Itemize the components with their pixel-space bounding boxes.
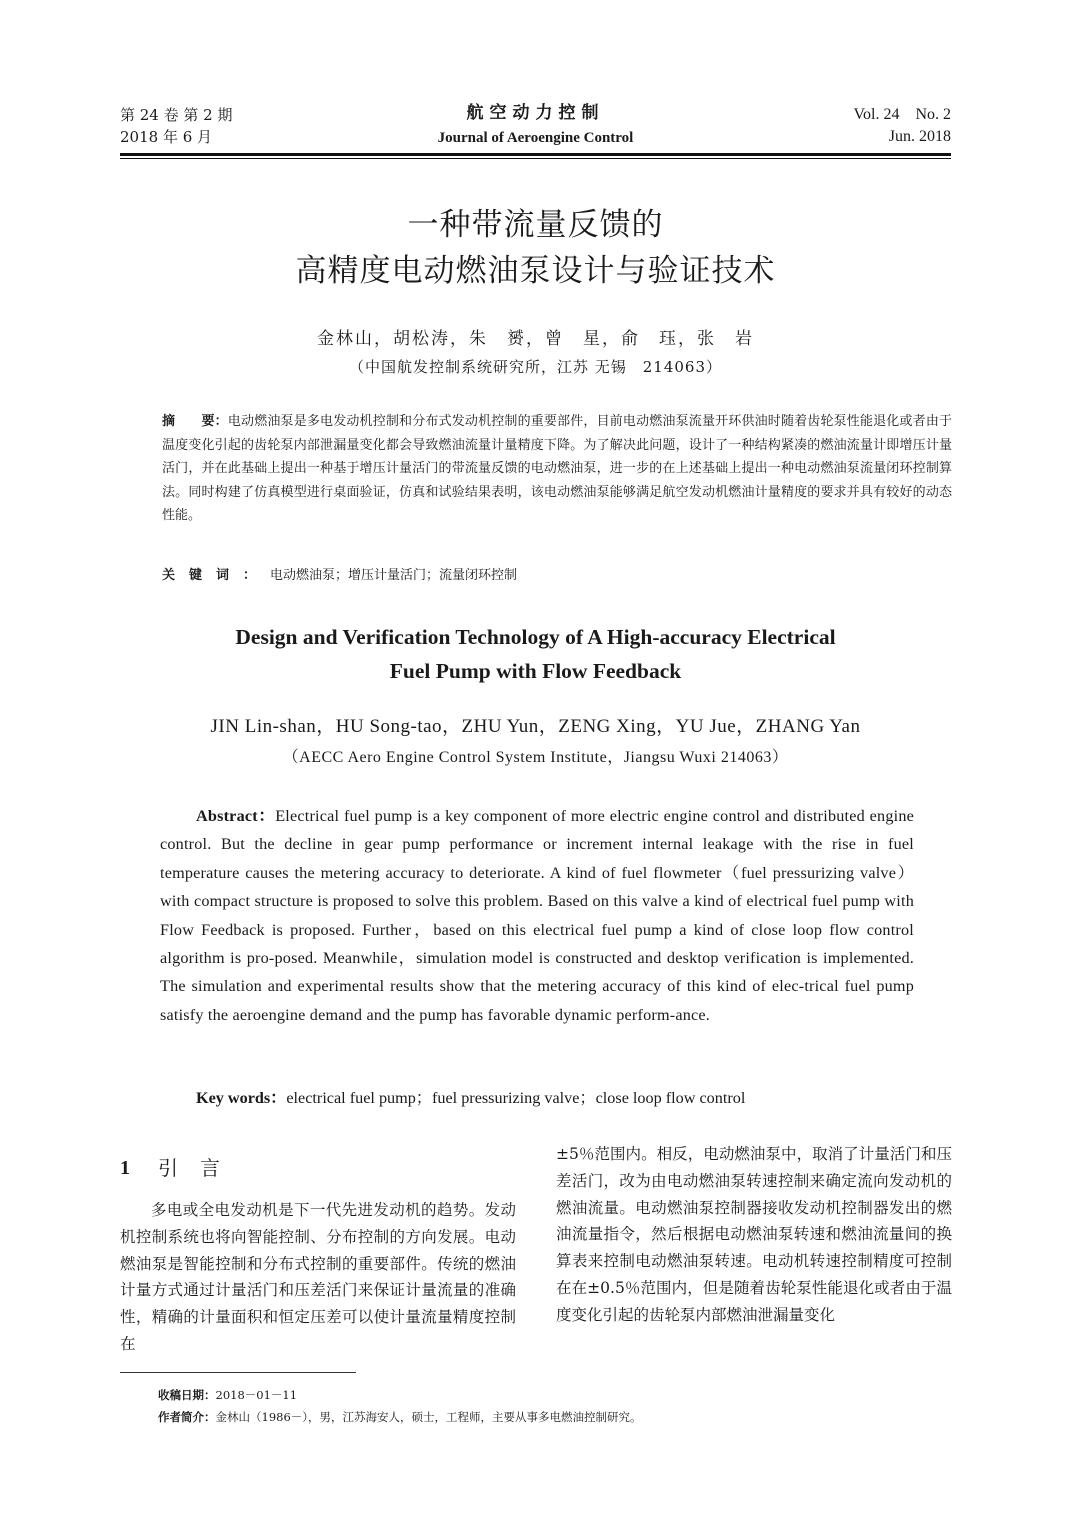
- abstract-en: [160, 802, 914, 1029]
- body-paragraph: 多电或全电发动机是下一代先进发动机的趋势。发动机控制系统也将向智能控制、分布控制的方向发展。电动燃油泵是智能控制和分布式控制的重要部件。传统的燃油计量方式通过计量活门和压差活门来保证计量流量的准确性，精确的计量面积和恒定压差可以使计量流量精度控制在: [120, 1201, 516, 1353]
- abstract-en-text: Electrical fuel pump is a key component of more electric engine control and distributed engine control. But the decline in gear pump performance or increment internal leakage with the rise in fuel temperature causes the metering accuracy to deteriorate. A kind of fuel flowmeter（fuel pressurizing valve）with compact structure is proposed to solve this problem. Based on this valve a kind of electrical fuel pump with Flow Feedback is proposed. Further，based on this electrical fuel pump a kind of close loop flow control algorithm is pro-posed. Meanwhile，simulation model is constructed and desktop verification is implemented. The simulation and experimental results show that the metering accuracy of this kind of elec-trical fuel pump satisfy the aeroengine demand and the pump has favorable dynamic perform-ance.: [160, 807, 914, 1024]
- body-paragraph-continued: ±5％范围内。相反，电动燃油泵中，取消了计量活门和压差活门，改为由电动燃油泵转速控制来确定流向发动机的燃油流量。电动燃油泵控制器接收发动机控制器发出的燃油流量指令，然后根据电动燃油泵转速和燃油流量间的换算表来控制电动燃油泵转速。电动机转速控制精度可控制在在±0.5％范围内，但是随着齿轮泵性能退化或者由于温度变化引起的齿轮泵内部燃油泄漏量变化: [556, 1145, 952, 1324]
- footnote-received: [158, 1384, 642, 1406]
- authors-cn: 金林山，胡松涛，朱 赟，曾 星，俞 珏，张 岩: [317, 329, 754, 349]
- keywords-en: [196, 1086, 916, 1110]
- abstract-cn-text: 电动燃油泵是多电发动机控制和分布式发动机控制的重要部件，目前电动燃油泵流量开环供油时随着齿轮泵性能退化或者由于温度变化引起的齿轮泵内部泄漏量变化都会导致燃油流量计量精度下降。为了解决此问题，设计了一种结构紧凑的燃油流量计即增压计量活门，并在此基础上提出一种基于增压计量活门的带流量反馈的电动燃油泵，进一步的在上述基础上提出一种电动燃油泵流量闭环控制算法。同时构建了仿真模型进行桌面验证，仿真和试验结果表明，该电动燃油泵能够满足航空发动机燃油计量精度的要求并具有较好的动态性能。: [162, 414, 952, 523]
- keywords-en-label: Key words：: [196, 1089, 287, 1107]
- body-column-left: [120, 1197, 516, 1358]
- paper-title-cn-line1: 一种带流量反馈的: [407, 207, 664, 243]
- keywords-cn-label: 关键词：: [162, 568, 271, 583]
- keywords-cn-text: 电动燃油泵；增压计量活门；流量闭环控制: [270, 568, 518, 583]
- received-date-label: 收稿日期：: [158, 1388, 216, 1402]
- body-column-right: [556, 1141, 952, 1329]
- journal-name-en: Journal of Aeroengine Control: [437, 130, 634, 146]
- affiliation-en: （AECC Aero Engine Control System Institute，Jiangsu Wuxi 214063）: [282, 749, 789, 766]
- affiliation-cn: （中国航发控制系统研究所，江苏 无锡 214063）: [348, 358, 723, 376]
- paper-title-en-line2: Fuel Pump with Flow Feedback: [389, 659, 682, 683]
- section-number: 1: [120, 1157, 130, 1179]
- header-rule-thick: [120, 153, 951, 156]
- header-rule-thin: [120, 158, 951, 159]
- keywords-cn: [162, 566, 952, 586]
- authors-en: JIN Lin-shan，HU Song-tao，ZHU Yun，ZENG Xing，YU Jue，ZHANG Yan: [210, 716, 861, 737]
- author-bio-label: 作者简介：: [158, 1410, 216, 1424]
- section-title: 引言: [158, 1156, 242, 1180]
- volume-en: Vol. 24 No. 2: [853, 106, 951, 123]
- paper-title-en: [0, 620, 1071, 688]
- journal-name-cn: 航空动力控制: [466, 103, 605, 123]
- footnote-rule: [120, 1372, 356, 1373]
- paper-title-cn: [0, 202, 1071, 294]
- paper-title-cn-line2: 高精度电动燃油泵设计与验证技术: [295, 253, 776, 289]
- received-date-value: 2018－01－11: [215, 1388, 298, 1402]
- keywords-en-text: electrical fuel pump；fuel pressurizing valve；close loop flow control: [286, 1089, 746, 1107]
- abstract-cn-label: 摘 要：: [162, 414, 228, 429]
- paper-title-en-line1: Design and Verification Technology of A High-accuracy Electrical: [235, 625, 836, 649]
- date-en: Jun. 2018: [888, 128, 951, 145]
- author-bio-value: 金林山（1986－），男，江苏海安人，硕士，工程师，主要从事多电燃油控制研究。: [215, 1410, 642, 1424]
- footnote-author: [158, 1406, 642, 1428]
- volume-cn: 第 24 卷 第 2 期: [120, 106, 233, 124]
- date-cn: 2018 年 6 月: [120, 128, 213, 146]
- footnote: [158, 1384, 642, 1428]
- abstract-en-label: Abstract：: [196, 807, 276, 825]
- header-issue-en: [854, 104, 952, 148]
- abstract-cn: [162, 410, 952, 528]
